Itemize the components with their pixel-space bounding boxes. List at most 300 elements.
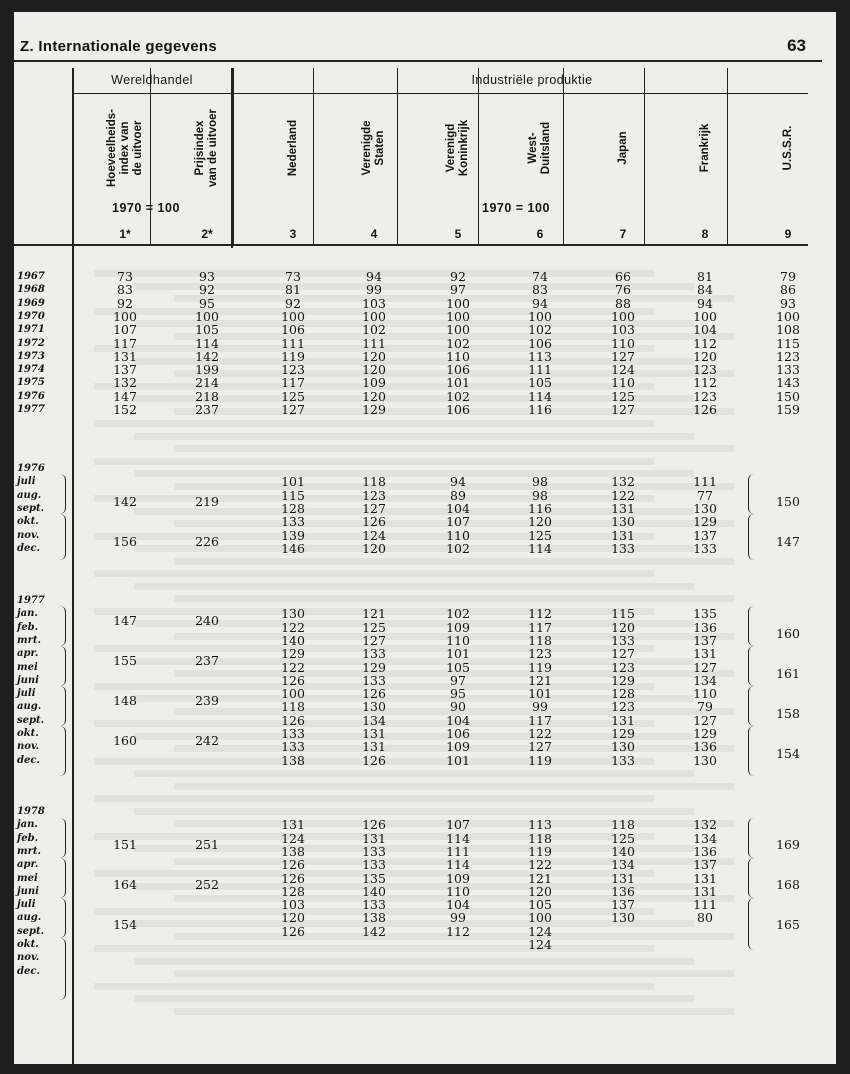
table-cell-c8: 136	[693, 739, 717, 755]
bleed-through-mark	[174, 970, 734, 977]
table-cell-c8: 127	[693, 712, 717, 728]
row-label: dec.	[17, 542, 40, 554]
table-cell-c5: 99	[450, 910, 466, 926]
table-cell-c3: 73	[285, 269, 301, 284]
table-cell-c6: 100	[528, 910, 552, 926]
binding-edge	[0, 60, 14, 1060]
table-cell-c9: 93	[780, 295, 796, 311]
table-cell-c5: 95	[450, 686, 466, 702]
table-cell-c6: 122	[528, 726, 552, 741]
table-cell-c5: 104	[446, 897, 470, 913]
table-cell-c7: 127	[611, 402, 635, 417]
table-cell-c5: 100	[446, 295, 470, 311]
column-number-c4: 4	[370, 227, 378, 241]
table-cell-c7: 100	[611, 308, 635, 324]
table-cell-c2: 237	[195, 402, 219, 417]
table-cell-c3: 138	[281, 843, 305, 859]
table-cell-c9: 168	[776, 877, 800, 893]
quarter-brace	[60, 818, 66, 858]
row-label: 1974	[17, 364, 45, 376]
table-cell-c8: 129	[693, 726, 717, 741]
table-cell-c4: 120	[362, 540, 386, 556]
row-label: 1971	[17, 324, 45, 336]
table-cell-c3: 123	[281, 362, 305, 378]
table-cell-c3: 138	[281, 752, 305, 768]
table-cell-c4: 134	[362, 712, 386, 728]
table-cell-c5: 92	[450, 269, 466, 284]
row-label: juli	[17, 476, 36, 488]
row-label: 1975	[17, 377, 45, 389]
table-cell-c1: 151	[113, 837, 137, 853]
table-cell-c6: 120	[528, 883, 552, 899]
table-cell-c2: 251	[195, 837, 219, 853]
table-cell-c3: 120	[281, 910, 305, 926]
row-label: 1972	[17, 337, 45, 349]
table-cell-c9: 133	[776, 362, 800, 378]
table-cell-c5: 109	[446, 619, 470, 635]
table-cell-c2: 92	[199, 282, 215, 298]
column-number-c7: 7	[619, 227, 627, 241]
table-cell-c4: 133	[362, 843, 386, 859]
table-cell-c4: 126	[362, 514, 386, 530]
table-cell-c9: 161	[776, 666, 800, 682]
table-cell-c9: 86	[780, 282, 796, 298]
row-label: sept.	[17, 714, 45, 726]
table-cell-c5: 89	[450, 487, 466, 503]
table-cell-c3: 118	[281, 699, 305, 715]
label-column-rule	[72, 68, 74, 1064]
table-cell-c5: 100	[446, 308, 470, 324]
table-cell-c5: 97	[450, 672, 466, 688]
table-cell-c3: 126	[281, 923, 305, 939]
table-cell-c7: 122	[611, 487, 635, 503]
table-cell-c5: 112	[446, 923, 470, 939]
row-label: jan.	[17, 608, 38, 620]
quarter-brace	[748, 898, 754, 950]
table-cell-c2: 114	[195, 335, 219, 351]
quarter-brace	[60, 606, 66, 646]
row-label: apr.	[17, 859, 39, 871]
table-cell-c7: 131	[611, 527, 635, 543]
group-title-industrial-production: Industriële produktie	[471, 73, 593, 87]
row-label: feb.	[17, 832, 39, 844]
column-header-c1: Hoeveelheids- index van de uitvoer	[105, 109, 144, 187]
table-cell-c3: 92	[285, 295, 301, 311]
table-cell-c2: 218	[195, 388, 219, 404]
table-cell-c6: 102	[528, 322, 552, 338]
bleed-through-mark	[174, 595, 734, 602]
table-cell-c1: 152	[113, 402, 137, 417]
quarter-brace	[748, 726, 754, 776]
table-cell-c7: 66	[615, 269, 631, 284]
table-cell-c6: 119	[528, 752, 552, 768]
quarter-brace	[748, 858, 754, 898]
row-label: okt.	[17, 939, 39, 950]
table-cell-c4: 121	[362, 606, 386, 622]
table-cell-c9: 160	[776, 626, 800, 642]
column-header-c3: Nederland	[286, 119, 299, 177]
table-cell-c2: 93	[199, 269, 215, 284]
row-label: okt.	[17, 516, 39, 528]
table-cell-c4: 126	[362, 686, 386, 702]
quarter-brace	[748, 606, 754, 646]
table-cell-c1: 148	[113, 692, 137, 708]
table-cell-c3: 100	[281, 686, 305, 702]
table-cell-c4: 127	[362, 500, 386, 516]
table-cell-c3: 100	[281, 308, 305, 324]
table-cell-c4: 131	[362, 830, 386, 846]
table-cell-c8: 135	[693, 606, 717, 622]
table-cell-c9: 123	[776, 348, 800, 364]
row-label: 1977	[17, 595, 45, 606]
row-label: aug.	[17, 701, 42, 713]
table-cell-c4: 100	[362, 308, 386, 324]
table-cell-c6: 121	[528, 870, 552, 886]
table-cell-c1: 156	[113, 534, 137, 550]
bleed-through-mark	[94, 420, 654, 427]
table-cell-c1: 160	[113, 732, 137, 748]
table-cell-c8: 81	[697, 269, 713, 284]
quarter-brace	[748, 646, 754, 686]
row-label: 1968	[17, 284, 45, 296]
table-cell-c5: 97	[450, 282, 466, 298]
table-cell-c7: 127	[611, 348, 635, 364]
table-cell-c5: 109	[446, 739, 470, 755]
table-cell-c5: 100	[446, 322, 470, 338]
table-cell-c7: 136	[611, 883, 635, 899]
table-cell-c2: 240	[195, 612, 219, 628]
table-cell-c6: 116	[528, 402, 552, 417]
row-label: sept.	[17, 502, 45, 514]
table-cell-c3: 133	[281, 514, 305, 530]
table-cell-c7: 133	[611, 632, 635, 648]
table-cell-c2: 252	[195, 877, 219, 893]
table-cell-c8: 80	[697, 910, 713, 926]
table-cell-c3: 146	[281, 540, 305, 556]
bleed-through-mark	[134, 770, 694, 777]
quarter-brace	[60, 938, 66, 1000]
table-cell-c4: 94	[366, 269, 382, 284]
table-cell-c4: 133	[362, 857, 386, 873]
base-year-world-trade: 1970 = 100	[112, 201, 180, 215]
row-label: sept.	[17, 925, 45, 937]
table-cell-c6: 114	[528, 540, 552, 556]
table-cell-c6: 114	[528, 388, 552, 404]
table-cell-c9: 79	[780, 269, 796, 284]
page-header-title: Z. Internationale gegevens	[20, 38, 218, 55]
table-cell-c4: 120	[362, 388, 386, 404]
row-label: 1967	[17, 271, 45, 282]
table-cell-c3: 128	[281, 883, 305, 899]
row-label: dec.	[17, 965, 40, 977]
table-cell-c8: 123	[693, 388, 717, 404]
table-cell-c5: 114	[446, 857, 470, 873]
table-cell-c4: 99	[366, 282, 382, 298]
bleed-through-mark	[134, 433, 694, 440]
header-rule	[14, 60, 822, 62]
table-cell-c8: 129	[693, 514, 717, 530]
table-cell-c5: 111	[446, 843, 470, 859]
column-number-c1: 1*	[119, 227, 131, 241]
row-label: mei	[17, 872, 38, 884]
table-cell-c8: 134	[693, 830, 717, 846]
table-cell-c5: 90	[450, 699, 466, 715]
row-label: juni	[17, 885, 39, 897]
quarter-brace	[60, 858, 66, 898]
table-cell-c6: 74	[532, 269, 548, 284]
table-cell-c8: 131	[693, 646, 717, 662]
table-cell-c7: 118	[611, 817, 635, 833]
table-cell-c2: 100	[195, 308, 219, 324]
table-cell-c1: 73	[117, 269, 133, 284]
table-cell-c8: 136	[693, 619, 717, 635]
table-cell-c7: 120	[611, 619, 635, 635]
row-label: jan.	[17, 819, 38, 831]
row-label: nov.	[17, 952, 40, 964]
table-cell-c4: 135	[362, 870, 386, 886]
table-cell-c7: 123	[611, 659, 635, 675]
table-cell-c5: 102	[446, 606, 470, 622]
table-cell-c7: 131	[611, 870, 635, 886]
column-number-c9: 9	[784, 227, 792, 241]
table-cell-c2: 105	[195, 322, 219, 338]
document-page	[14, 12, 836, 1064]
table-cell-c6: 119	[528, 843, 552, 859]
table-cell-c9: 108	[776, 322, 800, 338]
table-cell-c3: 126	[281, 870, 305, 886]
table-cell-c7: 130	[611, 910, 635, 926]
page-number: 63	[787, 36, 806, 55]
table-cell-c4: 118	[362, 474, 386, 490]
table-cell-c8: 132	[693, 817, 717, 833]
table-cell-c4: 142	[362, 923, 386, 939]
table-cell-c7: 115	[611, 606, 635, 622]
table-cell-c6: 98	[532, 487, 548, 503]
table-cell-c1: 154	[113, 917, 137, 933]
table-cell-c8: 84	[697, 282, 713, 298]
table-cell-c4: 103	[362, 295, 386, 311]
table-cell-c4: 129	[362, 659, 386, 675]
bleed-through-mark	[174, 558, 734, 565]
table-cell-c8: 94	[697, 295, 713, 311]
column-number-c2: 2*	[201, 227, 213, 241]
table-cell-c1: 164	[113, 877, 137, 893]
quarter-brace	[60, 514, 66, 560]
table-cell-c4: 138	[362, 910, 386, 926]
table-cell-c3: 126	[281, 857, 305, 873]
table-cell-c5: 102	[446, 540, 470, 556]
row-label: juli	[17, 899, 36, 911]
row-label: 1978	[17, 806, 45, 817]
table-cell-c5: 101	[446, 375, 470, 391]
table-cell-c4: 126	[362, 752, 386, 768]
table-cell-c3: 125	[281, 388, 305, 404]
table-cell-c5: 104	[446, 500, 470, 516]
row-label: apr.	[17, 648, 39, 660]
row-label: mrt.	[17, 845, 41, 857]
table-cell-c5: 102	[446, 388, 470, 404]
table-cell-c7: 125	[611, 830, 635, 846]
table-cell-c8: 131	[693, 883, 717, 899]
table-cell-c5: 101	[446, 646, 470, 662]
group-title-world-trade: Wereldhandel	[111, 73, 193, 87]
table-cell-c5: 110	[446, 632, 470, 648]
column-number-c3: 3	[289, 227, 297, 241]
row-label: aug.	[17, 912, 42, 924]
table-cell-c6: 106	[528, 335, 552, 351]
table-cell-c1: 155	[113, 652, 137, 668]
bleed-through-mark	[134, 583, 694, 590]
table-cell-c2: 226	[195, 534, 219, 550]
quarter-brace	[748, 686, 754, 726]
quarter-brace	[60, 898, 66, 938]
table-cell-c8: 126	[693, 402, 717, 417]
table-cell-c3: 111	[281, 335, 305, 351]
table-cell-c5: 110	[446, 348, 470, 364]
table-cell-c4: 140	[362, 883, 386, 899]
table-cell-c7: 131	[611, 712, 635, 728]
table-cell-c1: 117	[113, 335, 137, 351]
table-cell-c1: 147	[113, 612, 137, 628]
table-cell-c5: 105	[446, 659, 470, 675]
table-cell-c7: 130	[611, 739, 635, 755]
table-cell-c3: 129	[281, 646, 305, 662]
column-header-c7: Japan	[616, 131, 629, 165]
table-cell-c6: 111	[528, 362, 552, 378]
table-cell-c4: 126	[362, 817, 386, 833]
table-cell-c7: 132	[611, 474, 635, 490]
table-cell-c2: 95	[199, 295, 215, 311]
table-cell-c3: 119	[281, 348, 305, 364]
table-cell-c2: 239	[195, 692, 219, 708]
table-cell-c9: 154	[776, 745, 800, 761]
column-number-c6: 6	[536, 227, 544, 241]
row-label: juni	[17, 674, 39, 686]
table-cell-c6: 105	[528, 375, 552, 391]
table-cell-c1: 107	[113, 322, 137, 338]
table-cell-c7: 129	[611, 672, 635, 688]
table-cell-c8: 79	[697, 699, 713, 715]
table-cell-c5: 104	[446, 712, 470, 728]
table-cell-c6: 98	[532, 474, 548, 490]
table-cell-c6: 123	[528, 646, 552, 662]
table-cell-c6: 83	[532, 282, 548, 298]
table-cell-c6: 124	[528, 923, 552, 939]
row-label: 1976	[17, 390, 45, 402]
column-number-c8: 8	[701, 227, 709, 241]
table-cell-c4: 131	[362, 739, 386, 755]
table-cell-c8: 110	[693, 686, 717, 702]
table-cell-c7: 123	[611, 699, 635, 715]
row-label: okt.	[17, 728, 39, 739]
bleed-through-mark	[174, 1008, 734, 1015]
table-cell-c7: 130	[611, 514, 635, 530]
table-cell-c6: 120	[528, 514, 552, 530]
table-cell-c5: 107	[446, 514, 470, 530]
table-cell-c4: 109	[362, 375, 386, 391]
table-cell-c7: 133	[611, 752, 635, 768]
table-cell-c9: 147	[776, 534, 800, 550]
table-cell-c6: 117	[528, 712, 552, 728]
quarter-brace	[60, 474, 66, 514]
table-cell-c3: 122	[281, 659, 305, 675]
table-cell-c3: 81	[285, 282, 301, 298]
table-cell-c3: 140	[281, 632, 305, 648]
table-cell-c4: 127	[362, 632, 386, 648]
table-cell-c6: 118	[528, 632, 552, 648]
table-cell-c8: 137	[693, 632, 717, 648]
table-cell-c6: 100	[528, 308, 552, 324]
table-cell-c8: 111	[693, 474, 717, 490]
row-label: aug.	[17, 489, 42, 501]
table-cell-c3: 126	[281, 712, 305, 728]
row-label: juli	[17, 688, 36, 700]
table-cell-c1: 83	[117, 282, 133, 298]
column-header-c4: Verenigde Staten	[361, 120, 386, 176]
table-cell-c3: 128	[281, 500, 305, 516]
table-cell-c8: 130	[693, 500, 717, 516]
table-cell-c4: 125	[362, 619, 386, 635]
table-cell-c6: 125	[528, 527, 552, 543]
table-cell-c5: 101	[446, 752, 470, 768]
table-cell-c4: 133	[362, 672, 386, 688]
table-cell-c9: 150	[776, 494, 800, 510]
table-cell-c3: 117	[281, 375, 305, 391]
bleed-through-mark	[94, 570, 654, 577]
quarter-brace	[748, 514, 754, 560]
table-cell-c4: 120	[362, 348, 386, 364]
bleed-through-mark	[94, 945, 654, 952]
table-cell-c1: 100	[113, 308, 137, 324]
table-cell-c3: 126	[281, 672, 305, 688]
row-label: feb.	[17, 621, 39, 633]
table-cell-c7: 137	[611, 897, 635, 913]
quarter-brace	[60, 686, 66, 726]
table-cell-c8: 104	[693, 322, 717, 338]
column-number-rule	[14, 244, 808, 246]
table-cell-c1: 92	[117, 295, 133, 311]
row-label: 1976	[17, 463, 45, 474]
table-cell-c8: 111	[693, 897, 717, 913]
table-cell-c6: 122	[528, 857, 552, 873]
table-cell-c4: 123	[362, 487, 386, 503]
table-cell-c6: 117	[528, 619, 552, 635]
column-header-c9: U.S.S.R.	[781, 125, 794, 171]
table-cell-c7: 110	[611, 335, 635, 351]
table-cell-c7: 128	[611, 686, 635, 702]
table-cell-c6: 124	[528, 937, 552, 952]
table-cell-c5: 102	[446, 335, 470, 351]
table-cell-c7: 140	[611, 843, 635, 859]
quarter-brace	[60, 646, 66, 686]
table-cell-c1: 132	[113, 375, 137, 391]
quarter-brace	[748, 474, 754, 514]
table-cell-c4: 129	[362, 402, 386, 417]
table-cell-c3: 139	[281, 527, 305, 543]
row-label: 1969	[17, 297, 45, 309]
bleed-through-mark	[94, 983, 654, 990]
table-cell-c9: 143	[776, 375, 800, 391]
table-cell-c7: 110	[611, 375, 635, 391]
table-cell-c3: 106	[281, 322, 305, 338]
table-cell-c4: 133	[362, 897, 386, 913]
table-cell-c7: 88	[615, 295, 631, 311]
bleed-through-mark	[134, 958, 694, 965]
table-cell-c6: 116	[528, 500, 552, 516]
bleed-through-mark	[174, 783, 734, 790]
table-cell-c8: 134	[693, 672, 717, 688]
table-cell-c6: 94	[532, 295, 548, 311]
